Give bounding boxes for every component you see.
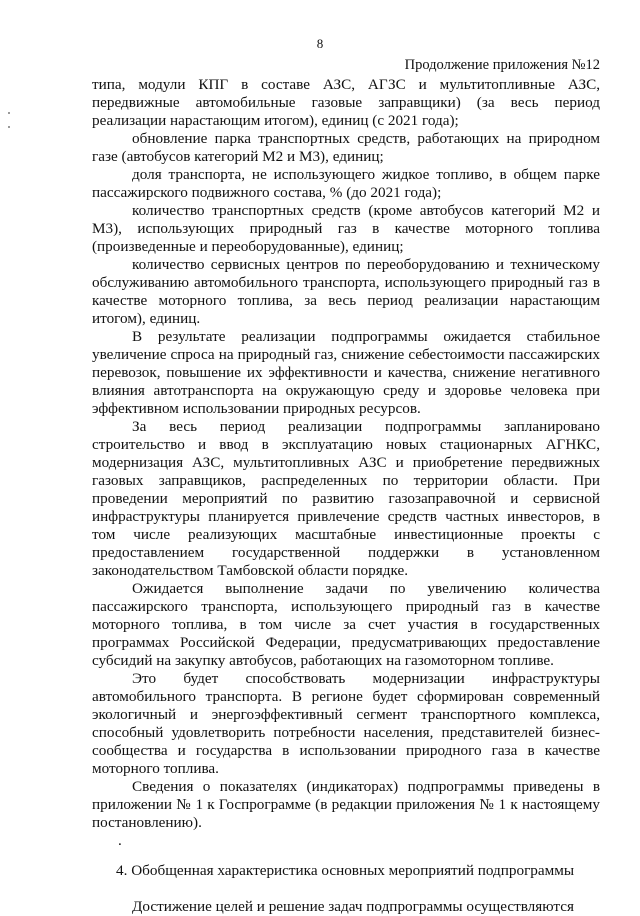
- paragraph-section-start: Достижение целей и решение задач подпрограммы осуществляются: [132, 898, 574, 915]
- section-heading: 4. Обобщенная характеристика основных мероприятий подпрограммы: [116, 862, 575, 879]
- margin-scan-mark: [8, 112, 10, 114]
- appendix-continuation-note: Продолжение приложения №12: [404, 57, 600, 73]
- paragraph-continuation: типа, модули КПГ в составе АЗС, АГЗС и мультитопливные АЗС, передвижные автомобильные газовые заправщики) (за весь период реализации нарастающим итогом), единиц (с 2021 года);: [92, 76, 600, 129]
- margin-scan-mark: [8, 126, 10, 128]
- paragraph-planned-construction: За весь период реализации подпрограммы запланировано строительство и ввод в эксплуатацию новых стационарных АГНКС, модернизация АЗС, мультитопливных АЗС и приобретение передвижных газовых заправщиков, распределенных по территории области. При проведении мероприятий по развитию газозаправочной и сервисной инфраструктуры планируется привлечение средств частных инвесторов, в том числе реализующих масштабные инвестиционные проекты с предоставлением государственной поддержки в установленном законодательством Тамбовской области порядке.: [92, 418, 600, 579]
- paragraph-infrastructure-modernization: Это будет способствовать модернизации инфраструктуры автомобильного транспорта. В регионе будет сформирован современный экологичный и энергоэффективный сегмент транспортного комплекса, способный удовлетворить потребности населения, представителей бизнес-сообщества и государства в использовании природного газа в качестве моторного топлива.: [92, 670, 600, 777]
- page-number: 8: [316, 36, 324, 51]
- paragraph-passenger-transport: Ожидается выполнение задачи по увеличению количества пассажирского транспорта, использующего природный газ в качестве моторного топлива, в том числе за счет участия в государственных программах Российской Федерации, предусматривающих предоставление субсидий на закупку автобусов, работающих на газомоторном топливе.: [92, 580, 600, 669]
- paragraph-indicator-vehicles-count: количество транспортных средств (кроме автобусов категорий М2 и М3), использующих природный газ в качестве моторного топлива (произведенные и переоборудованные), единиц;: [92, 202, 600, 255]
- document-body: [92, 76, 600, 916]
- paragraph-expected-results: В результате реализации подпрограммы ожидается стабильное увеличение спроса на природный газ, снижение себестоимости пассажирских перевозок, повышение их эффективности и качества, снижение негативного влияния автотранспорта на окружающую среду и здоровье человека при эффективном использовании природных ресурсов.: [92, 328, 600, 417]
- paragraph-indicators-reference: Сведения о показателях (индикаторах) подпрограммы приведены в приложении № 1 к Госпрограмме (в редакции приложения № 1 к настоящему постановлению).: [92, 778, 600, 831]
- paragraph-indicator-bus-fleet: обновление парка транспортных средств, работающих на природном газе (автобусов категорий М2 и М3), единиц;: [92, 130, 600, 165]
- stray-dot: .: [118, 832, 122, 849]
- paragraph-indicator-transport-share: доля транспорта, не использующего жидкое топливо, в общем парке пассажирского подвижного состава, % (до 2021 года);: [92, 166, 600, 201]
- paragraph-indicator-service-centers: количество сервисных центров по переоборудованию и техническому обслуживанию автомобильного транспорта, использующего природный газ в качестве моторного топлива, за весь период реализации нарастающим итогом), единиц.: [92, 256, 600, 327]
